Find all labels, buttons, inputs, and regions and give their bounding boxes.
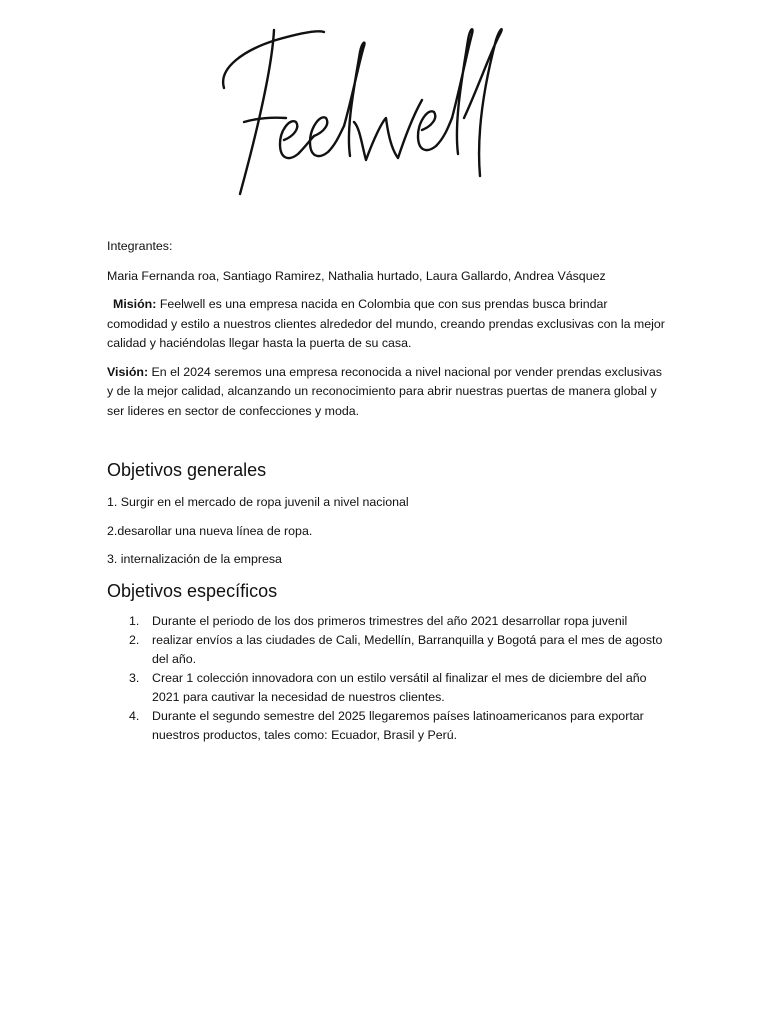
list-item [107,669,667,707]
list-item-number: 4. [129,708,140,723]
vision-label: Visión: [107,364,149,379]
objetivos-especificos-list [107,612,667,745]
list-item [107,631,667,669]
objetivos-especificos-heading: Objetivos específicos [107,580,278,601]
list-item-text: Crear 1 colección innovadora con un estilo versátil al finalizar el mes de diciembre del año 2021 para cautivar la necesidad de nuestros clientes. [152,670,647,704]
list-item-text: Durante el periodo de los dos primeros trimestres del año 2021 desarrollar ropa juvenil [152,613,628,628]
list-item [107,612,667,631]
feelwell-signature-logo [214,18,524,200]
vision-text: En el 2024 seremos una empresa reconocida a nivel nacional por vender prendas exclusivas y de la mejor calidad, alcanzando un reconocimiento para abrir nuestras puertas de manera global y ser lideres en sector de confecciones y moda. [107,364,662,418]
list-item-number: 1. [129,613,140,628]
feelwell-logo [214,18,524,200]
vision-paragraph [107,363,667,422]
objetivo-general-item: 3. internalización de la empresa [107,552,282,566]
objetivos-generales-heading: Objetivos generales [107,460,267,480]
integrantes-label: Integrantes: [107,239,173,253]
mision-text: Feelwell es una empresa nacida en Colombia que con sus prendas busca brindar comodidad y estilo a nuestros clientes alrededor del mundo, creando prendas exclusivas con la mejor calidad y haciéndolas llegar hasta la puerta de su casa. [107,297,665,350]
list-item-number: 2. [129,632,140,647]
list-item-text: Durante el segundo semestre del 2025 llegaremos países latinoamericanos para exportar nuestros productos, tales como: Ecuador, Brasil y Perú. [152,708,644,742]
list-item-number: 3. [129,670,140,685]
list-item [107,707,667,745]
list-item-text: realizar envíos a las ciudades de Cali, Medellín, Barranquilla y Bogotá para el mes de agosto del año. [152,632,663,666]
document-body [107,237,667,745]
objetivo-general-item: 2.desarollar una nueva línea de ropa. [107,523,313,538]
mision-label: Misión: [113,297,157,311]
objetivo-general-item: 1. Surgir en el mercado de ropa juvenil a nivel nacional [107,495,409,509]
integrantes-names: Maria Fernanda roa, Santiago Ramirez, Nathalia hurtado, Laura Gallardo, Andrea Vásquez [107,268,606,283]
mision-paragraph [107,295,667,354]
